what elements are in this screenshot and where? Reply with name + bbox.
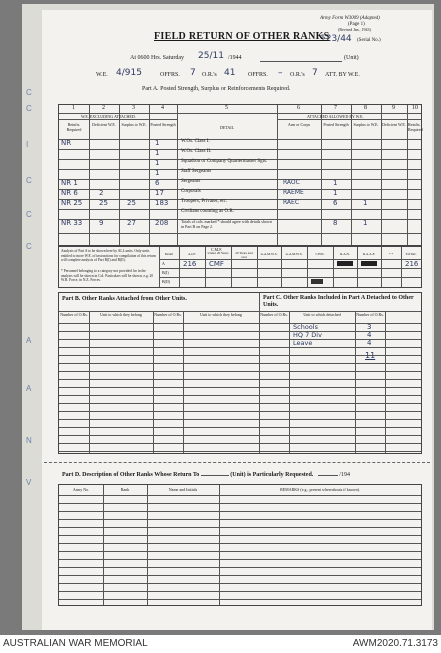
part-c-number: 4 bbox=[367, 339, 372, 347]
part-d-date: /194 bbox=[339, 472, 350, 478]
analysis-row-label: B(II) bbox=[162, 279, 170, 284]
hand-arm: RAEME bbox=[283, 189, 304, 196]
hand-posted: 17 bbox=[155, 189, 164, 197]
footer-accession: AWM2020.71.3173 bbox=[352, 638, 438, 649]
we-excluding-label: W.E. EXCLUDING ATTACHED. bbox=[81, 114, 136, 119]
part-b-col-heading: Number of O.Rs. bbox=[60, 312, 88, 317]
hand-posted: 183 bbox=[155, 199, 169, 207]
hand-deficient: 25 bbox=[99, 199, 108, 207]
col-heading: Posted Strength bbox=[323, 122, 349, 127]
col-number: 10 bbox=[412, 105, 418, 111]
analysis-heading: 20 Years and over bbox=[235, 251, 253, 259]
detail-row-label: Squadron or Company Quartermaster Sgts. bbox=[181, 159, 268, 164]
hand-attached-posted: 1 bbox=[333, 189, 338, 197]
col-number: 5 bbox=[225, 105, 228, 111]
tear-line bbox=[44, 462, 430, 463]
analysis-heading: Detail bbox=[164, 252, 174, 256]
col-heading: DETAIL bbox=[219, 125, 235, 130]
cmf-label: C.M.F. bbox=[211, 247, 223, 252]
grid-vline bbox=[89, 311, 90, 453]
attached-allowed-label: ATTACHED ALLOWED BY W.E. bbox=[307, 114, 364, 119]
hand-posted: 208 bbox=[155, 219, 169, 227]
hand-arm: RAOC bbox=[283, 179, 300, 186]
col-heading: Deficient W.E. bbox=[92, 122, 116, 127]
grid-hline bbox=[159, 259, 421, 260]
part-d-table bbox=[58, 484, 422, 606]
part-b-col-heading: Unit to which they belong bbox=[200, 312, 242, 317]
part-c-number: 3 bbox=[367, 323, 372, 331]
ors-label: O.R.'s bbox=[202, 72, 217, 78]
col-heading: Posted Strength bbox=[150, 122, 176, 127]
col-heading: Surplus to W.E. bbox=[353, 122, 379, 127]
part-c-unit: HQ 7 Div bbox=[293, 331, 322, 339]
bleed-letter: C bbox=[26, 242, 32, 251]
analysis-text: Analysis of Part A to be shown here by ALL units. Only units entitled to more W.E. of instructions for compilation of this return will complete analysis of Part B(I) and B(II). bbox=[61, 249, 156, 262]
part-b-title: Part B. Other Ranks Attached from Other Units. bbox=[62, 296, 187, 302]
col-number: 3 bbox=[132, 105, 135, 111]
part-d-title-mid: (Unit) is Particularly Requested. bbox=[230, 472, 314, 478]
part-b-col-heading: Unit to which they belong bbox=[100, 312, 142, 317]
offrs-label: OFFRS. bbox=[160, 72, 180, 78]
bleed-letter: V bbox=[26, 478, 32, 487]
analysis-heading: R.A.A.F. bbox=[362, 252, 376, 256]
hand-arm: RAEC bbox=[283, 199, 300, 206]
grid-vline bbox=[355, 311, 356, 453]
hand-attached-posted: 8 bbox=[333, 219, 338, 227]
hand-surplus: 25 bbox=[127, 199, 136, 207]
bleed-letter: C bbox=[26, 88, 32, 97]
hand-attached-surplus: 1 bbox=[363, 199, 368, 207]
grid-vline bbox=[153, 311, 154, 453]
detail-row-label: Staff Sergeants bbox=[181, 169, 212, 174]
analysis-heading: * * bbox=[388, 252, 394, 256]
grid-vline bbox=[183, 311, 184, 453]
ors2-value: 7 bbox=[312, 68, 318, 78]
hand-reinfts: NR 25 bbox=[61, 199, 83, 207]
col-number: 9 bbox=[392, 105, 395, 111]
grid-hline bbox=[59, 495, 421, 496]
col-heading: Surplus to W.E. bbox=[121, 122, 147, 127]
hand-deficient: 2 bbox=[99, 189, 104, 197]
at-hrs-label: At 0600 Hrs. Saturday bbox=[130, 55, 184, 61]
col-number: 8 bbox=[364, 105, 367, 111]
part-c-total: 11 bbox=[365, 351, 376, 360]
analysis-heading: CIVIL bbox=[315, 252, 325, 256]
hand-posted: 6 bbox=[155, 179, 160, 187]
grid-hline bbox=[159, 277, 421, 278]
serial-label: (Serial No.) bbox=[357, 38, 381, 43]
analysis-total: 216 bbox=[405, 260, 419, 268]
detail-row-label: Troopers, Privates, etc. bbox=[181, 199, 228, 204]
col-heading: Deficient W.E. bbox=[382, 122, 406, 127]
offrs2-label: OFFRS. bbox=[248, 72, 268, 78]
hand-reinfts: NR 33 bbox=[61, 219, 83, 227]
grid-hline bbox=[159, 268, 421, 269]
analysis-aif: 216 bbox=[183, 260, 197, 268]
grid-hline bbox=[277, 119, 421, 120]
bleed-letter: C bbox=[26, 104, 32, 113]
grid-vline bbox=[259, 293, 260, 453]
col-number: 4 bbox=[161, 105, 164, 111]
we-value: 4/915 bbox=[116, 68, 142, 78]
form-sheet bbox=[42, 10, 432, 630]
analysis-heading: A.I.F. bbox=[188, 252, 196, 256]
att-label: ATT. BY W.E. bbox=[325, 72, 360, 78]
hand-reinfts: NR bbox=[61, 139, 72, 147]
hand-posted: 1 bbox=[155, 139, 160, 147]
part-d-col-heading: Name and Initials bbox=[168, 487, 198, 492]
part-c-col-heading: Unit to which detached bbox=[303, 312, 341, 317]
detail-row-label: W.Os. Class I. bbox=[181, 139, 210, 144]
blackout-box bbox=[337, 261, 353, 266]
part-d-title bbox=[62, 472, 350, 478]
detail-row-label: Civilians counting as O.R. bbox=[181, 209, 234, 214]
part-d-date-line bbox=[318, 475, 338, 476]
footer bbox=[0, 635, 441, 653]
revised-ref: (Revised Jan., 1943) bbox=[338, 27, 371, 32]
hand-deficient: 9 bbox=[99, 219, 104, 227]
ors-value: 41 bbox=[224, 68, 236, 78]
form-ref: Army Form W3009 (Adapted) bbox=[320, 16, 380, 21]
analysis-heading: TOTAL bbox=[405, 252, 417, 256]
blackout-box bbox=[311, 279, 323, 284]
unit-line bbox=[260, 61, 342, 62]
date-written: 25/11 bbox=[198, 51, 224, 61]
offrs2-value: – bbox=[278, 68, 283, 78]
offrs-value: 7 bbox=[190, 68, 196, 78]
grid-vline bbox=[289, 311, 290, 453]
part-b-c-table bbox=[58, 292, 422, 454]
part-c-col-heading: Number of O.Rs. bbox=[260, 312, 288, 317]
detail-row-label: Totals of cols. marked * should agree with details shown in Part B on Page 2. bbox=[181, 219, 272, 229]
ors2-label: O.R.'s bbox=[290, 72, 305, 78]
part-d-col-heading: Army No. bbox=[72, 487, 90, 492]
analysis-heading: R.A.N. bbox=[340, 252, 350, 256]
year-label: /1944 bbox=[228, 55, 242, 61]
analysis-row-label: B(I) bbox=[162, 270, 169, 275]
hand-posted: 1 bbox=[155, 149, 160, 157]
part-c-col-heading: Number of O.Rs. bbox=[356, 312, 384, 317]
col-heading: Arm or Corps bbox=[287, 122, 311, 127]
hand-surplus: 27 bbox=[127, 219, 136, 227]
bleed-letter: C bbox=[26, 210, 32, 219]
blackout-box bbox=[361, 261, 377, 266]
part-d-fill-line bbox=[201, 475, 229, 476]
col-number: 7 bbox=[334, 105, 337, 111]
part-c-unit: Schools bbox=[293, 323, 318, 331]
bleed-letter: A bbox=[26, 384, 32, 393]
part-a-heading: Part A. Posted Strength, Surplus or Reinforcements Required. bbox=[142, 86, 291, 92]
page-ref: (Page 1) bbox=[348, 22, 365, 27]
we-label: W.E. bbox=[96, 72, 108, 78]
hand-reinfts: NR 1 bbox=[61, 179, 78, 187]
col-heading: Reinfts. Required bbox=[408, 122, 423, 132]
col-number: 1 bbox=[72, 105, 75, 111]
analysis-cmf: CMF bbox=[209, 260, 224, 268]
analysis-table bbox=[58, 246, 422, 288]
detail-row-label: W.Os. Class II. bbox=[181, 149, 212, 154]
bleed-letter: A bbox=[26, 336, 32, 345]
part-a-table bbox=[58, 104, 422, 246]
unit-label: (Unit) bbox=[344, 55, 359, 61]
analysis-row-label: A bbox=[162, 261, 165, 266]
analysis-heading: A.A.M.W.S. bbox=[260, 252, 278, 256]
hand-attached-posted: 1 bbox=[333, 179, 338, 187]
footer-credit: AUSTRALIAN WAR MEMORIAL bbox=[3, 638, 148, 649]
detail-row-label: Corporals bbox=[181, 189, 201, 194]
part-d-title-start: Part D. Description of Other Ranks Whose Return To bbox=[62, 472, 200, 478]
part-c-number: 4 bbox=[367, 331, 372, 339]
analysis-heading: A.A.M.W.S. bbox=[285, 252, 303, 256]
col-number: 2 bbox=[102, 105, 105, 111]
part-d-col-heading: REMARKS (e.g., present whereabouts if known). bbox=[280, 487, 360, 492]
hand-attached-surplus: 1 bbox=[363, 219, 368, 227]
hand-posted: 1 bbox=[155, 169, 160, 177]
bleed-letter: I bbox=[26, 140, 29, 149]
grid-vline bbox=[385, 311, 386, 453]
bleed-letter: C bbox=[26, 176, 32, 185]
part-c-title: Part C. Other Ranks Included in Part A Detached to Other Units. bbox=[263, 295, 414, 308]
hand-reinfts: NR 6 bbox=[61, 189, 78, 197]
page-title: FIELD RETURN OF OTHER RANKS bbox=[154, 31, 330, 42]
grid-hline bbox=[59, 233, 421, 234]
col-number: 6 bbox=[297, 105, 300, 111]
part-d-col-heading: Rank bbox=[120, 487, 130, 492]
part-c-unit: Leave bbox=[293, 339, 313, 347]
part-b-col-heading: Number of O.Rs. bbox=[154, 312, 182, 317]
grid-hline bbox=[59, 119, 177, 120]
serial-value: 123/44 bbox=[320, 34, 352, 44]
col-heading: Reinfts. Required bbox=[66, 122, 82, 132]
hand-attached-posted: 6 bbox=[333, 199, 338, 207]
detail-row-label: Sergeants bbox=[181, 179, 201, 184]
analysis-footnote: * Personnel belonging to a category not provided for in the analysis will be shown in Col. Particulars will be shown, e.g. 20 W.R. Force, in N.Z. Forces. bbox=[61, 269, 154, 282]
analysis-heading: Under 20 Years bbox=[207, 251, 229, 255]
bleed-letter: N bbox=[26, 436, 32, 445]
hand-posted: 1 bbox=[155, 159, 160, 167]
